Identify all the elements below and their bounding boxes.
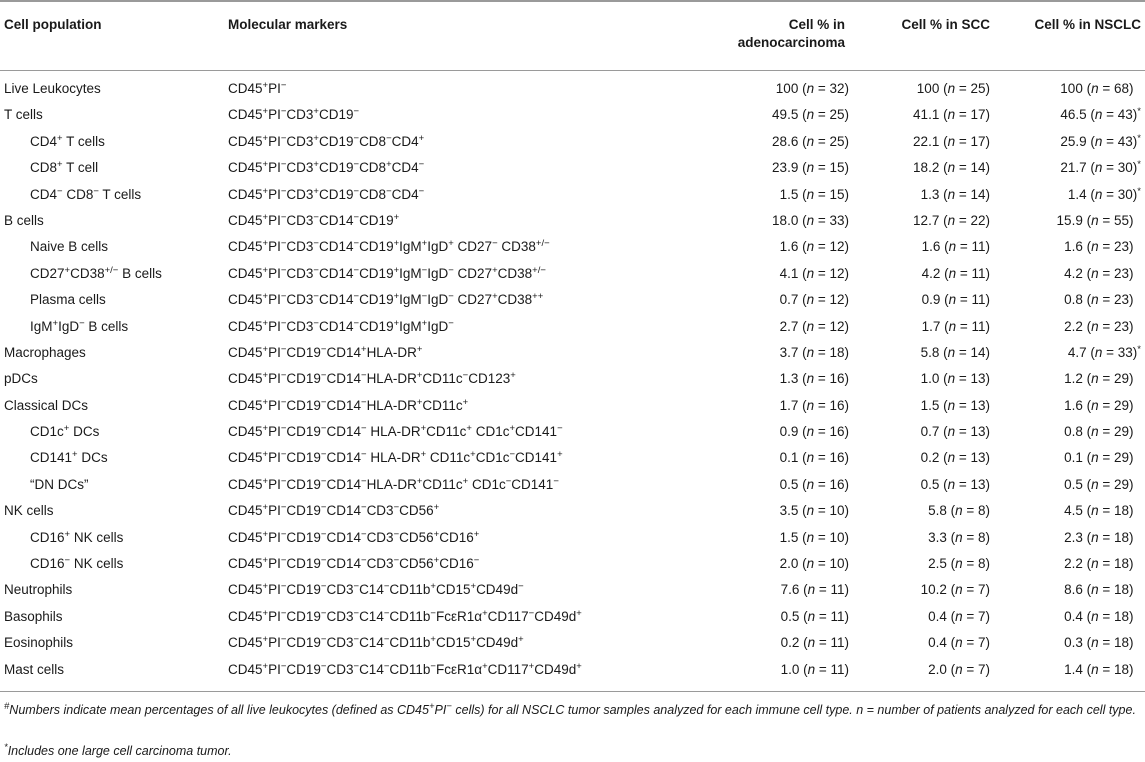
cell-scc-value: 1.6 (n = 11) xyxy=(921,239,990,255)
cell-adeno-value: 0.5 (n = 11) xyxy=(780,608,849,624)
cell-population: CD27+CD38+/− B cells xyxy=(30,264,162,281)
table-row xyxy=(0,104,1145,130)
cell-markers: CD45+PI−CD3+CD19−CD8+CD4− xyxy=(228,159,425,176)
cell-adeno-value: 0.7 (n = 12) xyxy=(779,292,849,308)
cell-scc-value: 0.9 (n = 11) xyxy=(921,292,990,308)
cell-scc-value: 12.7 (n = 22) xyxy=(913,212,990,228)
cell-adeno-value: 23.9 (n = 15) xyxy=(772,160,849,176)
cell-adeno-value: 0.5 (n = 16) xyxy=(779,476,849,492)
cell-population: CD141+ DCs xyxy=(30,449,108,466)
cell-markers: CD45+PI−CD19−CD14− HLA-DR+CD11c+ CD1c+CD141− xyxy=(228,423,563,440)
cell-adeno-value: 0.9 (n = 16) xyxy=(779,424,849,440)
header-nsclc: Cell % in NSCLC xyxy=(1034,17,1141,32)
cell-markers: CD45+PI−CD19−CD14−CD3−CD56+CD16+ xyxy=(228,528,480,545)
cell-markers: CD45+PI−CD19−CD3−C14−CD11b+CD15+CD49d− xyxy=(228,581,524,598)
cell-markers: CD45+PI−CD19−CD14+HLA-DR+ xyxy=(228,343,423,360)
table-row xyxy=(0,579,1145,605)
cell-markers: CD45+PI−CD3+CD19−CD8−CD4+ xyxy=(228,132,425,149)
cell-nsclc-value: 0.5 (n = 29) xyxy=(1064,476,1141,492)
cell-markers: CD45+PI−CD19−CD14−CD3−CD56+ xyxy=(228,502,440,519)
cell-scc-value: 100 (n = 25) xyxy=(916,81,990,96)
cell-scc-value: 41.1 (n = 17) xyxy=(913,107,990,123)
cell-population: Plasma cells xyxy=(30,292,106,308)
cell-nsclc-value: 1.6 (n = 23) xyxy=(1064,239,1141,255)
cell-population: Naive B cells xyxy=(30,239,109,255)
cell-adeno-value: 49.5 (n = 25) xyxy=(772,107,849,123)
cell-scc-value: 5.8 (n = 8) xyxy=(928,503,990,519)
cell-population: CD1c+ DCs xyxy=(30,423,100,440)
footnote-numbers: #Numbers indicate mean percentages of all live leukocytes (defined as CD45+PI− cells) for all NSCLC tumor samples analyzed for each immune cell type. n = number of patients analyzed for each cell type. xyxy=(4,701,1136,717)
cell-markers: CD45+PI−CD3−CD14−CD19+IgM−IgD− CD27+CD38++ xyxy=(228,291,544,308)
cell-scc-value: 0.7 (n = 13) xyxy=(920,424,990,440)
cell-population: T cells xyxy=(4,107,43,123)
cell-scc-value: 0.4 (n = 7) xyxy=(928,608,990,624)
cell-nsclc-value: 21.7 (n = 30)* xyxy=(1060,159,1141,176)
cell-population: CD8+ T cell xyxy=(30,159,99,176)
cell-markers: CD45+PI−CD3+CD19−CD8−CD4− xyxy=(228,185,425,202)
cell-population: pDCs xyxy=(4,371,38,387)
cell-markers: CD45+PI−CD19−CD14−HLA-DR+CD11c+ xyxy=(228,396,469,413)
cell-nsclc-value: 0.3 (n = 18) xyxy=(1064,635,1141,651)
cell-population: CD16− NK cells xyxy=(30,555,124,572)
header-molecular-markers: Molecular markers xyxy=(228,17,348,32)
cell-nsclc-value: 1.4 (n = 30)* xyxy=(1067,185,1141,202)
cell-nsclc-value: 8.6 (n = 18) xyxy=(1064,582,1141,598)
table-row xyxy=(0,500,1145,526)
table-row xyxy=(0,289,1145,315)
table-row xyxy=(0,157,1145,183)
table-bottom-rule xyxy=(0,691,1145,692)
cell-population: CD4− CD8− T cells xyxy=(30,185,142,202)
table-header-rule xyxy=(0,70,1145,71)
cell-adeno-value: 1.6 (n = 12) xyxy=(779,239,849,255)
cell-scc-value: 1.0 (n = 13) xyxy=(920,371,990,387)
cell-nsclc-value: 0.1 (n = 29) xyxy=(1064,450,1141,466)
cell-population: Live Leukocytes xyxy=(4,81,101,96)
cell-markers: CD45+PI−CD19−CD14− HLA-DR+ CD11c+CD1c−CD141+ xyxy=(228,449,563,466)
table-row xyxy=(0,474,1145,500)
header-cell-population: Cell population xyxy=(4,17,102,32)
cell-adeno-value: 0.2 (n = 11) xyxy=(780,635,849,651)
cell-markers: CD45+PI−CD3−CD14−CD19+ xyxy=(228,211,400,228)
table-row xyxy=(0,368,1145,394)
cell-scc-value: 1.7 (n = 11) xyxy=(921,318,990,334)
cell-scc-value: 3.3 (n = 8) xyxy=(928,529,990,545)
table-row xyxy=(0,421,1145,447)
cell-population: Neutrophils xyxy=(4,582,73,598)
table-row xyxy=(0,263,1145,289)
cell-nsclc-value: 1.4 (n = 18) xyxy=(1064,661,1141,677)
cell-population: Eosinophils xyxy=(4,635,74,651)
cell-nsclc-value: 2.2 (n = 23) xyxy=(1064,318,1141,334)
cell-scc-value: 0.4 (n = 7) xyxy=(928,635,990,651)
footnote-large-cell: *Includes one large cell carcinoma tumor. xyxy=(4,742,232,758)
cell-markers: CD45+PI−CD3−CD14−CD19+IgM+IgD− xyxy=(228,317,454,334)
cell-population: NK cells xyxy=(4,503,54,519)
cell-markers: CD45+PI− xyxy=(228,80,287,96)
cell-adeno-value: 1.3 (n = 16) xyxy=(779,371,849,387)
cell-adeno-value: 2.0 (n = 10) xyxy=(779,556,849,572)
cell-markers: CD45+PI−CD3−CD14−CD19+IgM−IgD− CD27+CD38+/− xyxy=(228,264,546,281)
cell-markers: CD45+PI−CD3+CD19− xyxy=(228,106,360,123)
cell-markers: CD45+PI−CD3−CD14−CD19+IgM+IgD+ CD27− CD38+/− xyxy=(228,238,550,255)
table-row xyxy=(0,395,1145,421)
cell-scc-value: 2.0 (n = 7) xyxy=(928,661,990,677)
table-body xyxy=(0,78,1145,685)
cell-scc-value: 2.5 (n = 8) xyxy=(928,556,990,572)
cell-markers: CD45+PI−CD19−CD14−HLA-DR+CD11c−CD123+ xyxy=(228,370,516,387)
cell-nsclc-value: 4.2 (n = 23) xyxy=(1064,265,1141,281)
cell-nsclc-value: 0.4 (n = 18) xyxy=(1064,608,1141,624)
cell-nsclc-value: 2.3 (n = 18) xyxy=(1064,529,1141,545)
table-row xyxy=(0,527,1145,553)
cell-scc-value: 0.5 (n = 13) xyxy=(920,476,990,492)
cell-scc-value: 1.3 (n = 14) xyxy=(920,186,990,202)
cell-scc-value: 0.2 (n = 13) xyxy=(920,450,990,466)
cell-population: Classical DCs xyxy=(4,397,89,413)
table-row xyxy=(0,659,1145,685)
cell-population: CD16+ NK cells xyxy=(30,528,124,545)
cell-adeno-value: 1.0 (n = 11) xyxy=(780,661,849,677)
cell-nsclc-value: 100 (n = 68) xyxy=(1060,81,1141,96)
table-row xyxy=(0,131,1145,157)
cell-nsclc-value: 0.8 (n = 23) xyxy=(1064,292,1141,308)
cell-markers: CD45+PI−CD19−CD3−C14−CD11b−FcεR1α+CD117+CD49d+ xyxy=(228,660,582,677)
cell-nsclc-value: 4.7 (n = 33)* xyxy=(1067,343,1141,360)
cell-markers: CD45+PI−CD19−CD14−CD3−CD56+CD16− xyxy=(228,555,480,572)
cell-markers: CD45+PI−CD19−CD3−C14−CD11b+CD15+CD49d+ xyxy=(228,634,524,651)
cell-adeno-value: 3.7 (n = 18) xyxy=(779,344,849,360)
table-row xyxy=(0,210,1145,236)
table-row xyxy=(0,78,1145,104)
cell-scc-value: 5.8 (n = 14) xyxy=(920,344,990,360)
header-scc: Cell % in SCC xyxy=(901,17,990,32)
cell-scc-value: 10.2 (n = 7) xyxy=(920,582,990,598)
cell-nsclc-value: 25.9 (n = 43)* xyxy=(1060,132,1141,149)
header-adenocarcinoma: Cell % in adenocarcinoma xyxy=(737,17,845,50)
cell-nsclc-value: 1.6 (n = 29) xyxy=(1064,397,1141,413)
cell-markers: CD45+PI−CD19−CD14−HLA-DR+CD11c+ CD1c−CD141− xyxy=(228,475,559,492)
cell-population: B cells xyxy=(4,212,44,228)
cell-adeno-value: 28.6 (n = 25) xyxy=(772,133,849,149)
cell-population: “DN DCs” xyxy=(30,476,89,492)
table-row xyxy=(0,553,1145,579)
cell-adeno-value: 3.5 (n = 10) xyxy=(779,503,849,519)
cell-adeno-value: 2.7 (n = 12) xyxy=(779,318,849,334)
table-row xyxy=(0,632,1145,658)
cell-adeno-value: 4.1 (n = 12) xyxy=(779,265,849,281)
cell-nsclc-value: 4.5 (n = 18) xyxy=(1064,503,1141,519)
cell-adeno-value: 1.5 (n = 15) xyxy=(779,186,849,202)
cell-markers: CD45+PI−CD19−CD3−C14−CD11b−FcεR1α+CD117−CD49d+ xyxy=(228,607,582,624)
cell-nsclc-value: 15.9 (n = 55) xyxy=(1056,212,1141,228)
cell-population: IgM+IgD− B cells xyxy=(30,317,129,334)
table-row xyxy=(0,316,1145,342)
cell-adeno-value: 18.0 (n = 33) xyxy=(772,212,849,228)
cell-adeno-value: 1.7 (n = 16) xyxy=(779,397,849,413)
cell-population: Mast cells xyxy=(4,661,65,677)
cell-scc-value: 18.2 (n = 14) xyxy=(913,160,990,176)
cell-scc-value: 4.2 (n = 11) xyxy=(921,265,990,281)
cell-adeno-value: 0.1 (n = 16) xyxy=(779,450,849,466)
cell-scc-value: 1.5 (n = 13) xyxy=(920,397,990,413)
cell-population: Macrophages xyxy=(4,344,86,360)
table-row xyxy=(0,184,1145,210)
table-row xyxy=(0,447,1145,473)
table-row xyxy=(0,606,1145,632)
cell-nsclc-value: 0.8 (n = 29) xyxy=(1064,424,1141,440)
cell-adeno-value: 7.6 (n = 11) xyxy=(780,582,849,598)
cell-population: CD4+ T cells xyxy=(30,132,105,149)
cell-nsclc-value: 2.2 (n = 18) xyxy=(1064,556,1141,572)
table-row xyxy=(0,236,1145,262)
table-top-rule xyxy=(0,0,1145,2)
cell-nsclc-value: 46.5 (n = 43)* xyxy=(1060,106,1141,123)
cell-scc-value: 22.1 (n = 17) xyxy=(913,133,990,149)
table-row xyxy=(0,342,1145,368)
cell-nsclc-value: 1.2 (n = 29) xyxy=(1064,371,1141,387)
cell-population: Basophils xyxy=(4,608,63,624)
cell-adeno-value: 1.5 (n = 10) xyxy=(779,529,849,545)
cell-adeno-value: 100 (n = 32) xyxy=(775,81,849,96)
